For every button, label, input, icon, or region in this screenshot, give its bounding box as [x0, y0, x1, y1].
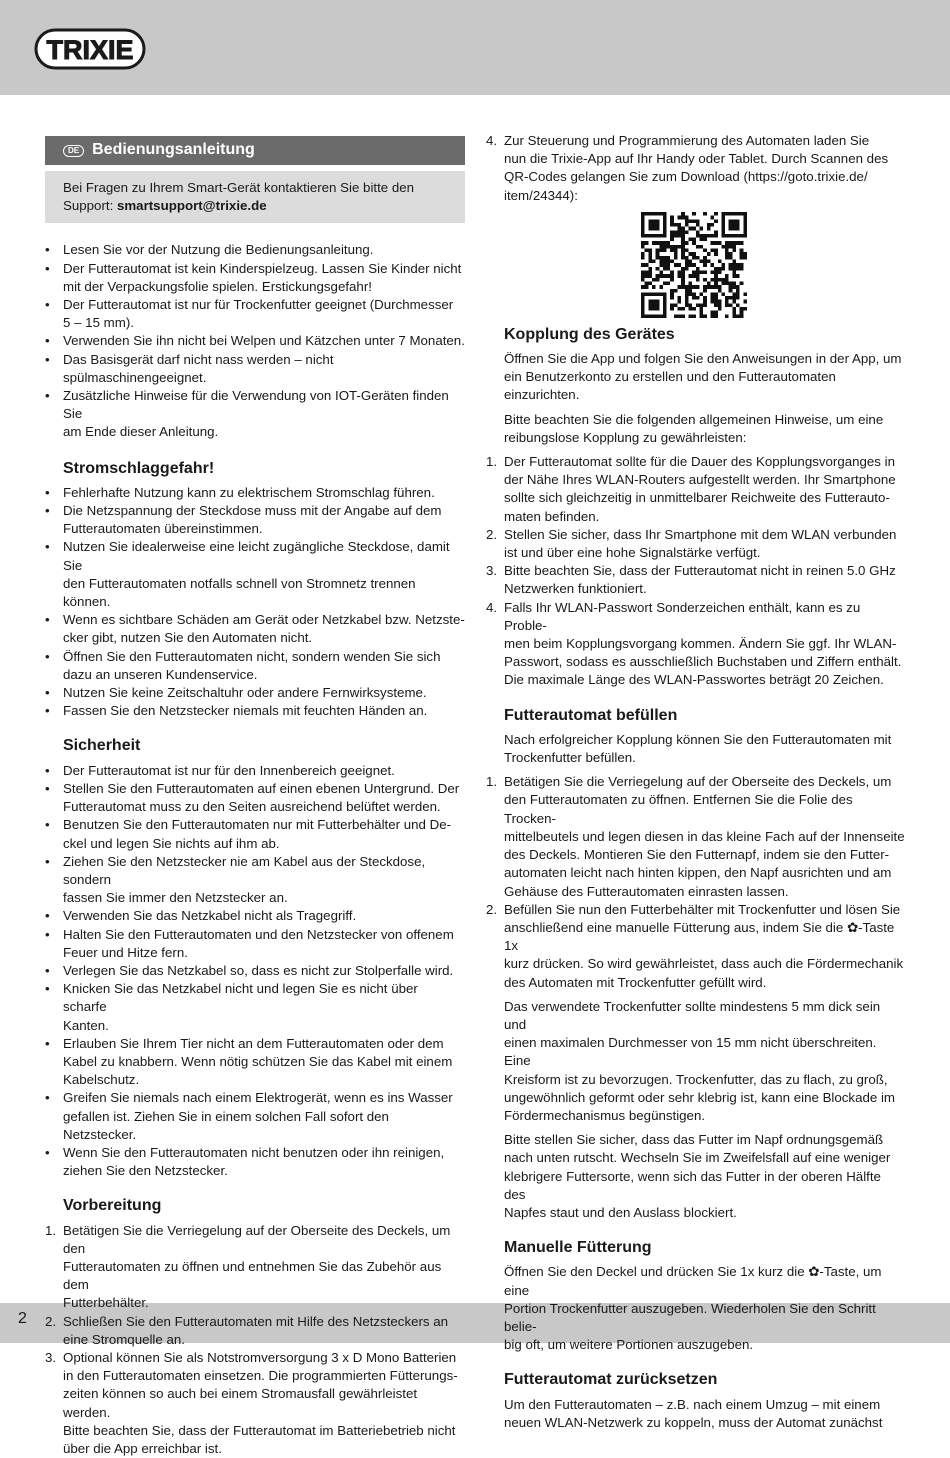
- intro-bullet: [45, 332, 465, 350]
- fill-text-line: Fördermechanismus begünstigen.: [504, 1107, 706, 1123]
- fill-step-line: des Automaten mit Trockenfutter gefüllt wird.: [504, 974, 767, 990]
- safety-bullet-line: Feuer und Hitze fern.: [63, 944, 188, 960]
- app-step: [486, 132, 906, 205]
- shock-bullet-line: • Öffnen Sie den Futterautomaten nicht, sondern wenden Sie sich: [63, 648, 441, 664]
- safety-bullet-line: • Ziehen Sie den Netzstecker nie am Kabel aus der Steckdose, sondern: [63, 853, 426, 887]
- pairing-text-line: reibungslose Kopplung zu gewährleisten:: [504, 429, 747, 445]
- fill-text-line: ungewöhnlich geformt oder sehr klebrig ist, kann eine Blockade im: [504, 1089, 895, 1105]
- safety-bullet: [45, 816, 465, 852]
- shock-bullet: [45, 611, 465, 647]
- safety-bullet-line: ckel und legen Sie nichts auf ihm ab.: [63, 835, 280, 851]
- intro-bullet: [45, 260, 465, 296]
- shock-bullet-line: • Nutzen Sie keine Zeitschaltuhr oder andere Fernwirksysteme.: [63, 685, 427, 701]
- intro-bullet-line: • Zusätzliche Hinweise für die Verwendung von IOT-Geräten finden Sie: [63, 388, 449, 422]
- manual-paragraph: [486, 1263, 906, 1354]
- fill-numbered-list: [486, 773, 906, 991]
- safety-bullet: [45, 962, 465, 980]
- fill-intro: [486, 731, 906, 767]
- pairing-step-line: Bitte beachten Sie, dass der Futterautomat nicht in reinen 5.0 GHz: [504, 563, 896, 579]
- fill-step-line: Befüllen Sie nun den Futterbehälter mit Trockenfutter und lösen Sie: [504, 901, 901, 917]
- shock-bullet-line: • Fassen Sie den Netzstecker niemals mit feuchten Händen an.: [63, 703, 428, 719]
- intro-bullet-line: • Der Futterautomat ist nur für Trockenfutter geeignet (Durchmesser: [63, 297, 454, 313]
- list-number: 1.: [486, 774, 498, 790]
- safety-bullet-line: Kabel zu knabbern. Wenn nötig schützen Sie das Kabel mit einem: [63, 1053, 453, 1069]
- fill-text-line: Kreisform ist zu bevorzugen. Trockenfutter, das zu flach, zu groß,: [504, 1071, 888, 1087]
- safety-bullet: [45, 1035, 465, 1090]
- safety-bullet-line: • Halten Sie den Futterautomaten und den Netzstecker von offenem: [63, 926, 454, 942]
- heading-vorbereitung: Vorbereitung: [63, 1197, 162, 1215]
- support-prefix: Support:: [63, 198, 117, 214]
- safety-bullet-line: • Stellen Sie den Futterautomaten auf einen ebenen Untergrund. Der: [63, 780, 460, 796]
- shock-bullet-line: • Die Netzspannung der Steckdose muss mit der Angabe auf dem: [63, 503, 442, 519]
- safety-bullet-line: • Knicken Sie das Netzkabel nicht und legen Sie es nicht über scharfe: [63, 981, 418, 1015]
- list-number: 1.: [486, 454, 498, 470]
- safety-bullet: [45, 980, 465, 1035]
- shock-bullet: [45, 684, 465, 702]
- section-title-bar: [45, 136, 465, 165]
- safety-bullet-line: • Greifen Sie niemals nach einem Elektrogerät, wenn es ins Wasser: [63, 1090, 453, 1106]
- safety-bullet-line: • Verlegen Sie das Netzkabel so, dass es nicht zur Stolperfalle wird.: [63, 962, 454, 978]
- fill-step-line: Gehäuse des Futterautomaten einrasten lassen.: [504, 883, 789, 899]
- fill-step-line: des Deckels. Montieren Sie den Futternapf, indem sie den Futter-: [504, 847, 890, 863]
- intro-bullet-list: [45, 241, 465, 441]
- pairing-step-line: Die maximale Länge des WLAN-Passwortes beträgt 20 Zeichen.: [504, 672, 884, 688]
- safety-bullet: [45, 926, 465, 962]
- safety-bullet: [45, 1089, 465, 1144]
- fill-text-line: Trockenfutter befüllen.: [504, 750, 636, 766]
- app-step-line: QR-Codes gelangen Sie zum Download (https://goto.trixie.de/: [504, 169, 868, 185]
- prep-step: [45, 1313, 465, 1349]
- pairing-step-line: Netzwerken funktioniert.: [504, 581, 647, 597]
- safety-bullet-line: fassen Sie immer den Netzstecker an.: [63, 890, 288, 906]
- safety-bullet: [45, 853, 465, 908]
- prep-step-line: zeiten können so auch bei einem Stromausfall gewährleistet werden.: [63, 1386, 418, 1420]
- safety-bullet-line: • Erlauben Sie Ihrem Tier nicht an dem Futterautomaten oder dem: [63, 1035, 444, 1051]
- prep-step-line: Betätigen Sie die Verriegelung auf der Oberseite des Deckels, um den: [63, 1222, 451, 1256]
- fill-text-line: einen maximalen Durchmesser von 15 mm nicht überschreiten. Eine: [504, 1035, 877, 1069]
- intro-bullet-line: mit der Verpackungsfolie spielen. Erstickungsgefahr!: [63, 278, 372, 294]
- svg-text:TRIXIE: TRIXIE: [46, 35, 134, 65]
- right-column: [486, 132, 906, 1432]
- fill-step-line: anschließend eine manuelle Fütterung aus, indem Sie die ✿-Taste 1x: [504, 919, 895, 954]
- trixie-logo: [34, 26, 146, 72]
- pairing-step: [486, 562, 906, 598]
- fill-text-line: Das verwendete Trockenfutter sollte mindestens 5 mm dick sein und: [504, 998, 881, 1032]
- prep-step-line: in den Futterautomaten einsetzen. Die programmierten Fütterungs-: [63, 1368, 458, 1384]
- intro-bullet-line: • Das Basisgerät darf nicht nass werden – nicht spülmaschinengeeignet.: [63, 351, 334, 385]
- pairing-numbered-list: [486, 453, 906, 690]
- heading-sicherheit: Sicherheit: [63, 737, 141, 755]
- intro-bullet-line: • Verwenden Sie ihn nicht bei Welpen und Kätzchen unter 7 Monaten.: [63, 333, 465, 349]
- shock-bullet: [45, 702, 465, 720]
- heading-zuruecksetzen: Futterautomat zurücksetzen: [504, 1371, 718, 1389]
- prep-step-line: Futterautomaten zu öffnen und entnehmen Sie das Zubehör aus dem: [63, 1258, 442, 1293]
- intro-bullet-line: 5 – 15 mm).: [63, 315, 134, 331]
- pairing-step-line: men beim Kopplungsvorgang kommen. Ändern Sie ggf. Ihr WLAN-: [504, 636, 897, 652]
- left-column: [45, 136, 465, 1458]
- pairing-text-line: Öffnen Sie die App und folgen Sie den Anweisungen in der App, um: [504, 351, 902, 367]
- manual-text-line: Öffnen Sie den Deckel und drücken Sie 1x kurz die ✿-Taste, um eine: [504, 1264, 882, 1298]
- shock-bullet-line: cker gibt, nutzen Sie den Automaten nicht.: [63, 630, 313, 646]
- safety-bullet: [45, 762, 465, 780]
- reset-text-line: neuen WLAN-Netzwerk zu koppeln, muss der Automat zunächst: [504, 1414, 883, 1430]
- page-number: 2: [18, 1310, 27, 1327]
- fill-step-line: mittelbeutels und legen diesen in das kleine Fach auf der Innenseite: [504, 828, 905, 844]
- safety-bullet-line: Kabelschutz.: [63, 1072, 140, 1088]
- prep-numbered-list: [45, 1222, 465, 1458]
- list-number: 3.: [45, 1349, 57, 1365]
- shock-bullet-line: den Futterautomaten notfalls schnell von Stromnetz trennen können.: [63, 575, 416, 610]
- shock-bullet-line: dazu an unseren Kundenservice.: [63, 666, 258, 682]
- manual-text-line: Portion Trockenfutter auszugeben. Wiederholen Sie den Schritt belie-: [504, 1300, 876, 1334]
- list-number: 2.: [486, 901, 498, 917]
- qr-code[interactable]: [641, 212, 747, 318]
- reset-paragraph: [486, 1396, 906, 1432]
- prep-step: [45, 1349, 465, 1458]
- safety-bullet: [45, 780, 465, 816]
- intro-bullet: [45, 387, 465, 442]
- list-number: 1.: [45, 1222, 57, 1238]
- pairing-step-line: maten befinden.: [504, 508, 600, 524]
- pairing-step-line: Falls Ihr WLAN-Passwort Sonderzeichen enthält, kann es zu Proble-: [504, 599, 861, 633]
- app-step-line: nun die Trixie-App auf Ihr Handy oder Tablet. Durch Scannen des: [504, 151, 889, 167]
- safety-bullet-line: gefallen ist. Ziehen Sie in einem solchen Fall sofort den Netzstecker.: [63, 1108, 389, 1142]
- shock-bullet-line: • Wenn es sichtbare Schäden am Gerät oder Netzkabel bzw. Netzste-: [63, 612, 465, 628]
- support-line-2: [63, 197, 447, 215]
- fill-paragraph-3: [486, 1131, 906, 1222]
- heading-manuell: Manuelle Fütterung: [504, 1239, 652, 1257]
- safety-bullet-line: Kanten.: [63, 1017, 109, 1033]
- prep-step-line: eine Stromquelle an.: [63, 1331, 185, 1347]
- safety-bullet-line: • Benutzen Sie den Futterautomaten nur mit Futterbehälter und De-: [63, 817, 452, 833]
- prep-step-line: über die App erreichbar ist.: [63, 1441, 222, 1456]
- safety-bullet: [45, 1144, 465, 1180]
- section-title: Bedienungsanleitung: [92, 141, 255, 159]
- fill-paragraph-2: [486, 998, 906, 1125]
- shock-bullet: [45, 538, 465, 611]
- pairing-step: [486, 599, 906, 690]
- fill-step: [486, 773, 906, 900]
- safety-bullet-line: ziehen Sie den Netzstecker.: [63, 1163, 228, 1179]
- app-step-list: [486, 132, 906, 205]
- reset-text-line: Um den Futterautomaten – z.B. nach einem Umzug – mit einem: [504, 1396, 881, 1412]
- support-box: [45, 171, 465, 223]
- support-line: Bei Fragen zu Ihrem Smart-Gerät kontaktieren Sie bitte den: [63, 180, 415, 195]
- list-number: 3.: [486, 563, 498, 579]
- list-number: 2.: [486, 526, 498, 542]
- intro-bullet-line: • Der Futterautomat ist kein Kinderspielzeug. Lassen Sie Kinder nicht: [63, 260, 462, 276]
- list-number: 4.: [486, 133, 498, 148]
- fill-text-line: Nach erfolgreicher Kopplung können Sie den Futterautomaten mit: [504, 731, 892, 747]
- app-step-line: item/24344):: [504, 187, 578, 203]
- pairing-paragraph-1: [486, 350, 906, 405]
- safety-bullet-list: [45, 762, 465, 1181]
- language-badge: DE: [63, 145, 84, 157]
- fill-text-line: Napfes staut und den Auslass blockiert.: [504, 1204, 737, 1220]
- prep-step-line: Futterbehälter.: [63, 1295, 149, 1311]
- pairing-step-line: sollte sich gleichzeitig in unmittelbarer Reichweite des Futterauto-: [504, 490, 890, 506]
- shock-bullet: [45, 648, 465, 684]
- pairing-text-line: Bitte beachten Sie die folgenden allgemeinen Hinweise, um eine: [504, 411, 884, 427]
- heading-stromschlag: Stromschlaggefahr!: [63, 459, 215, 477]
- fill-text-line: nach unten rutscht. Wechseln Sie im Zweifelsfall auf eine weniger: [504, 1150, 891, 1166]
- safety-bullet-line: • Wenn Sie den Futterautomaten nicht benutzen oder ihn reinigen,: [63, 1144, 445, 1160]
- prep-step-line: Schließen Sie den Futterautomaten mit Hilfe des Netzsteckers an: [63, 1313, 449, 1329]
- safety-bullet-line: • Verwenden Sie das Netzkabel nicht als Tragegriff.: [63, 908, 357, 924]
- pairing-step: [486, 526, 906, 562]
- fill-text-line: Bitte stellen Sie sicher, dass das Futter im Napf ordnungsgemäß: [504, 1132, 884, 1148]
- intro-bullet: [45, 241, 465, 259]
- shock-bullet-line: • Fehlerhafte Nutzung kann zu elektrischem Stromschlag führen.: [63, 484, 435, 500]
- heading-befuellen: Futterautomat befüllen: [504, 706, 678, 724]
- pairing-step-line: Passwort, sodass es ausschließlich Buchstaben und Ziffern enthält.: [504, 654, 902, 670]
- pairing-text-line: ein Benutzerkonto zu erstellen und den Futterautomaten einzurichten.: [504, 369, 836, 403]
- manual-text-line: big oft, um weitere Portionen auszugeben.: [504, 1337, 754, 1353]
- pairing-step-line: Der Futterautomat sollte für die Dauer des Kopplungsvorganges in: [504, 454, 895, 470]
- fill-step-line: den Futterautomaten zu öffnen. Entfernen Sie die Folie des Trocken-: [504, 792, 853, 826]
- fill-step-line: automaten leicht nach hinten kippen, den Napf ausrichten und am: [504, 865, 892, 881]
- fill-text-line: klebrigere Futtersorte, wenn sich das Futter in der oberen Hälfte des: [504, 1168, 881, 1202]
- fill-step-line: kurz drücken. So wird gewährleistet, dass auch die Fördermechanik: [504, 956, 904, 972]
- support-email: smartsupport@trixie.de: [116, 198, 267, 214]
- shock-bullet-line: Futterautomaten übereinstimmen.: [63, 521, 263, 537]
- pairing-paragraph-2: [486, 411, 906, 447]
- safety-bullet: [45, 907, 465, 925]
- fill-step: [486, 901, 906, 992]
- shock-bullet-list: [45, 484, 465, 721]
- pairing-step-line: ist und über eine hohe Signalstärke verfügt.: [504, 545, 761, 561]
- intro-bullet-line: • Lesen Sie vor der Nutzung die Bedienungsanleitung.: [63, 242, 374, 258]
- shock-bullet: [45, 484, 465, 502]
- app-step-line: Zur Steuerung und Programmierung des Automaten laden Sie: [504, 133, 870, 148]
- list-number: 2.: [45, 1313, 57, 1329]
- prep-step-line: Optional können Sie als Notstromversorgung 3 x D Mono Batterien: [63, 1349, 457, 1365]
- intro-bullet: [45, 351, 465, 387]
- prep-step: [45, 1222, 465, 1313]
- fill-step-line: Betätigen Sie die Verriegelung auf der Oberseite des Deckels, um: [504, 774, 892, 790]
- safety-bullet-line: • Der Futterautomat ist nur für den Innenbereich geeignet.: [63, 762, 395, 778]
- intro-bullet-line: am Ende dieser Anleitung.: [63, 424, 219, 440]
- shock-bullet: [45, 502, 465, 538]
- pairing-step-line: Stellen Sie sicher, dass Ihr Smartphone mit dem WLAN verbunden: [504, 526, 897, 542]
- intro-bullet: [45, 296, 465, 332]
- pairing-step: [486, 453, 906, 526]
- prep-step-line: Bitte beachten Sie, dass der Futterautomat im Batteriebetrieb nicht: [63, 1422, 456, 1438]
- shock-bullet-line: • Nutzen Sie idealerweise eine leicht zugängliche Steckdose, damit Sie: [63, 539, 450, 573]
- safety-bullet-line: Futterautomat muss zu den Seiten ausreichend belüftet werden.: [63, 799, 441, 815]
- pairing-step-line: der Nähe Ihres WLAN-Routers aufgestellt werden. Ihr Smartphone: [504, 472, 896, 488]
- list-number: 4.: [486, 599, 498, 615]
- heading-kopplung: Kopplung des Gerätes: [504, 325, 675, 343]
